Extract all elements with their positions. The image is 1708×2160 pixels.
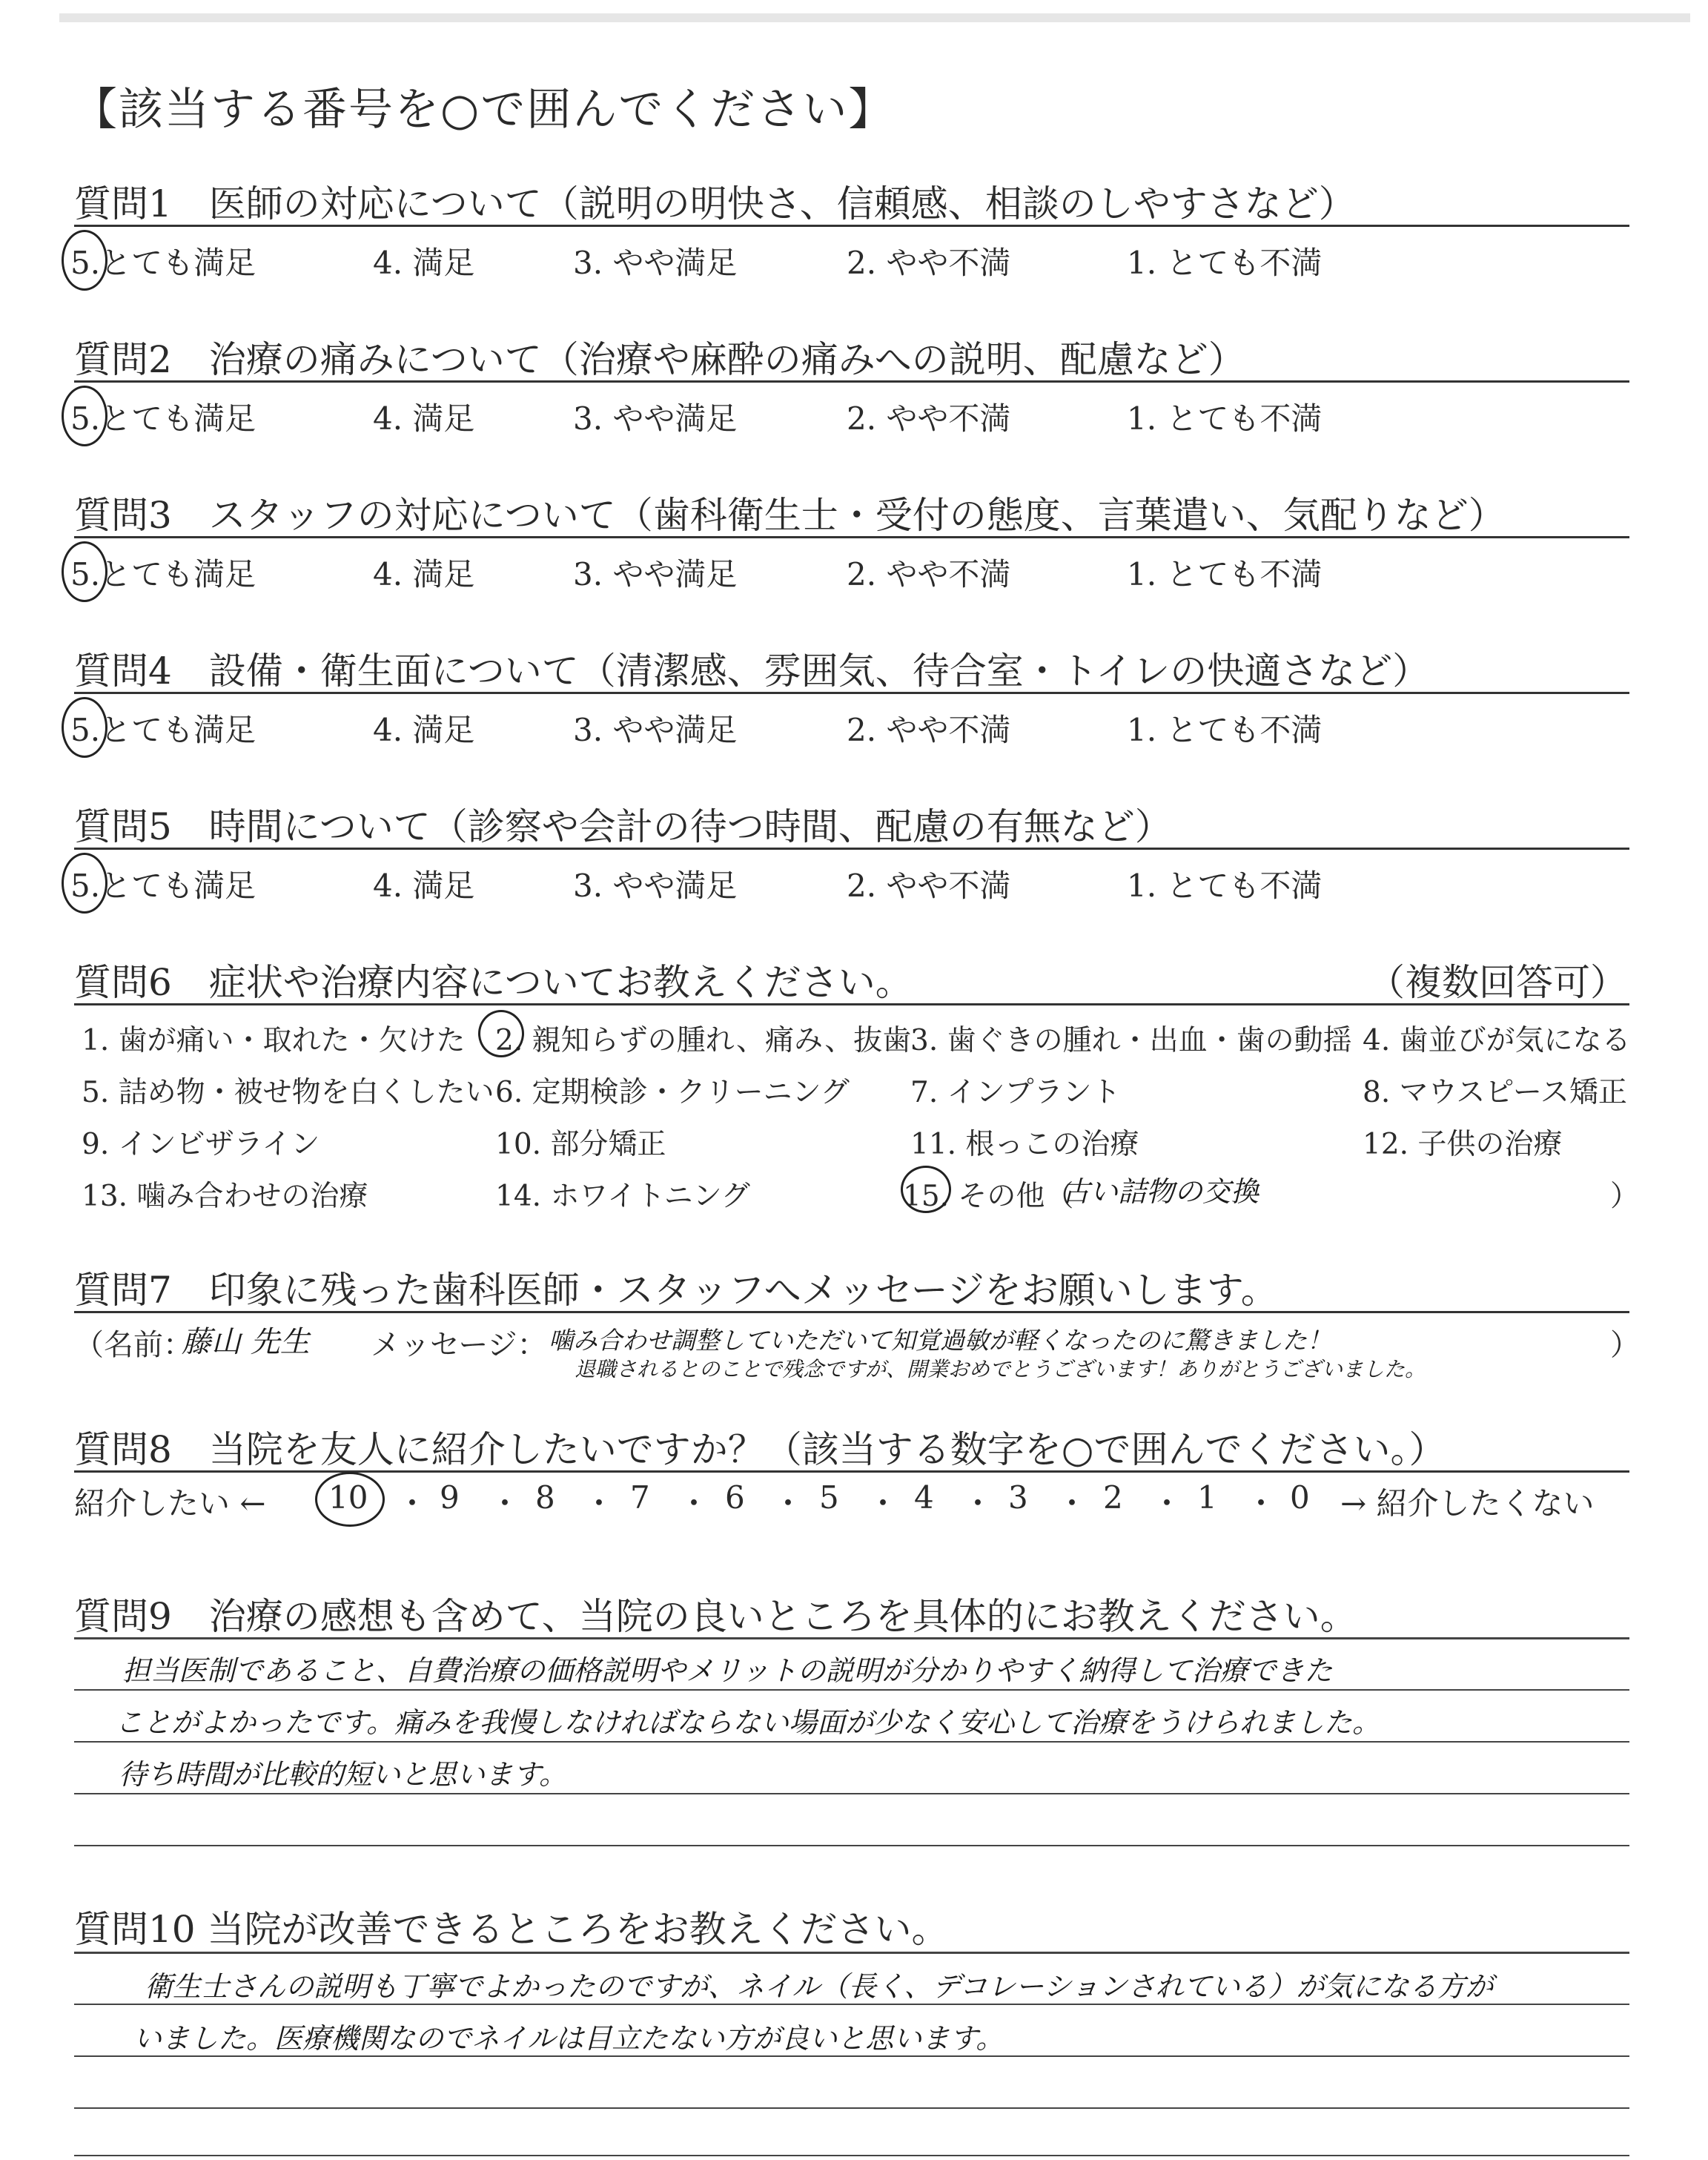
scale-dot: ・ xyxy=(678,1485,710,1522)
symptom-option[interactable]: 6. 定期検診・クリーニング xyxy=(495,1076,850,1109)
symptom-option[interactable]: 8. マウスピース矯正 xyxy=(1363,1076,1627,1109)
rating-option-4[interactable]: 4. 満足 xyxy=(373,712,475,748)
selection-circle xyxy=(62,697,107,758)
answer-line-2: ことがよかったです。痛みを我慢しなければならない場面が少なく安心して治療をうけられました。 xyxy=(115,1706,1380,1739)
question-title: 質問10 当院が改善できるところをお教えください。 xyxy=(74,1908,949,1951)
rating-option-1[interactable]: 1. とても不満 xyxy=(1127,400,1323,437)
answer-line-2: いました。医療機関なのでネイルは目立たない方が良いと思います。 xyxy=(133,2022,1004,2055)
rating-option-4[interactable]: 4. 満足 xyxy=(373,400,475,437)
question-title: 質問9 治療の感想も含めて、当院の良いところを具体的にお教えください。 xyxy=(74,1595,1357,1638)
rating-option-1[interactable]: 1. とても不満 xyxy=(1127,556,1323,592)
scale-9[interactable]: 9 xyxy=(440,1479,460,1516)
scale-2[interactable]: 2 xyxy=(1103,1479,1123,1516)
message-close-paren: ） xyxy=(1610,1328,1640,1362)
rating-option-5[interactable]: 5.とても満足 xyxy=(70,245,256,281)
scale-5[interactable]: 5 xyxy=(819,1479,839,1516)
scale-dot: ・ xyxy=(489,1485,521,1522)
scale-dot: ・ xyxy=(1056,1485,1088,1522)
multiple-answer-note: （複数回答可） xyxy=(1368,961,1627,1004)
scale-10[interactable]: 10 xyxy=(328,1479,368,1516)
question-title: 質問8 当院を友人に紹介したいですか？（該当する数字を○で囲んでください。） xyxy=(74,1428,1446,1471)
rating-option-4[interactable]: 4. 満足 xyxy=(373,556,475,592)
scan-edge xyxy=(59,13,1690,22)
scale-3[interactable]: 3 xyxy=(1008,1479,1028,1516)
scale-6[interactable]: 6 xyxy=(725,1479,745,1516)
rating-option-3[interactable]: 3. やや満足 xyxy=(573,245,738,281)
symptom-option[interactable]: 11. 根っこの治療 xyxy=(910,1128,1139,1161)
symptom-option[interactable]: 4. 歯並びが気になる xyxy=(1363,1024,1631,1057)
recommend-left-label: 紹介したい ← xyxy=(74,1485,266,1522)
symptom-option[interactable]: 13. 噛み合わせの治療 xyxy=(82,1180,368,1213)
question-title: 質問2 治療の痛みについて（治療や麻酔の痛みへの説明、配慮など） xyxy=(74,338,1245,381)
scale-4[interactable]: 4 xyxy=(914,1479,934,1516)
rating-option-1[interactable]: 1. とても不満 xyxy=(1127,245,1323,281)
selection-circle xyxy=(62,230,107,291)
rating-option-5[interactable]: 5.とても満足 xyxy=(70,868,256,904)
rating-option-2[interactable]: 2. やや不満 xyxy=(847,868,1011,904)
scale-dot: ・ xyxy=(962,1485,994,1522)
message-label: メッセージ： xyxy=(371,1328,547,1362)
selection-circle xyxy=(901,1166,951,1213)
rating-option-5[interactable]: 5.とても満足 xyxy=(70,712,256,748)
answer-line-3: 待ち時間が比較的短いと思います。 xyxy=(119,1758,567,1791)
rating-option-1[interactable]: 1. とても不満 xyxy=(1127,712,1323,748)
instruction-heading: 【該当する番号を○で囲んでください】 xyxy=(73,84,895,136)
symptom-option[interactable]: 7. インプラント xyxy=(910,1076,1121,1109)
symptom-option[interactable]: 5. 詰め物・被せ物を白くしたい xyxy=(82,1076,494,1109)
symptom-option[interactable]: 3. 歯ぐきの腫れ・出血・歯の動揺 xyxy=(910,1024,1352,1057)
symptom-option[interactable]: 2. 親知らずの腫れ、痛み、抜歯 xyxy=(495,1024,912,1057)
symptom-option-other[interactable]: 15. その他（ xyxy=(903,1180,1074,1213)
rating-option-2[interactable]: 2. やや不満 xyxy=(847,245,1011,281)
name-label: （名前： xyxy=(74,1328,193,1362)
symptom-option[interactable]: 14. ホワイトニング xyxy=(495,1180,750,1213)
rating-option-4[interactable]: 4. 満足 xyxy=(373,245,475,281)
message-line-1: 噛み合わせ調整していただいて知覚過敏が軽くなったのに驚きました！ xyxy=(549,1326,1331,1355)
question-title: 質問1 医師の対応について（説明の明快さ、信頼感、相談のしやすさなど） xyxy=(74,182,1356,225)
question-title: 質問7 印象に残った歯科医師・スタッフへメッセージをお願いします。 xyxy=(74,1269,1278,1312)
scale-dot: ・ xyxy=(1245,1485,1277,1522)
selection-circle xyxy=(478,1010,524,1057)
scale-0[interactable]: 0 xyxy=(1290,1479,1310,1516)
rating-option-5[interactable]: 5.とても満足 xyxy=(70,400,256,437)
symptom-option[interactable]: 1. 歯が痛い・取れた・欠けた xyxy=(82,1024,466,1057)
scale-1[interactable]: 1 xyxy=(1197,1479,1217,1516)
rating-option-2[interactable]: 2. やや不満 xyxy=(847,556,1011,592)
recommend-right-label: → 紹介したくない xyxy=(1340,1485,1595,1522)
selection-circle xyxy=(62,853,107,914)
symptom-option[interactable]: 9. インビザライン xyxy=(82,1128,320,1161)
rating-option-5[interactable]: 5.とても満足 xyxy=(70,556,256,592)
selection-circle xyxy=(315,1472,385,1527)
rating-option-3[interactable]: 3. やや満足 xyxy=(573,400,738,437)
answer-line-1: 衛生士さんの説明も丁寧でよかったのですが、ネイル（長く、デコレーションされている）が気になる方が xyxy=(145,1970,1494,2003)
scale-8[interactable]: 8 xyxy=(535,1479,555,1516)
question-title: 質問4 設備・衛生面について（清潔感、雰囲気、待合室・トイレの快適さなど） xyxy=(74,650,1430,693)
rating-option-4[interactable]: 4. 満足 xyxy=(373,868,475,904)
scale-dot: ・ xyxy=(772,1485,804,1522)
selection-circle xyxy=(62,386,107,446)
rating-option-3[interactable]: 3. やや満足 xyxy=(573,556,738,592)
scale-dot: ・ xyxy=(1151,1485,1183,1522)
answer-line-1: 担当医制であること、自費治療の価格説明やメリットの説明が分かりやすく納得して治療できた xyxy=(122,1654,1333,1687)
scale-dot: ・ xyxy=(867,1485,899,1522)
rating-option-3[interactable]: 3. やや満足 xyxy=(573,712,738,748)
rating-option-1[interactable]: 1. とても不満 xyxy=(1127,868,1323,904)
message-line-2: 退職されるとのことで残念ですが、開業おめでとうございます！ありがとうございました。 xyxy=(575,1357,1426,1381)
other-answer-handwritten: 古い詰物の交換 xyxy=(1062,1175,1260,1208)
rating-option-3[interactable]: 3. やや満足 xyxy=(573,868,738,904)
symptom-option[interactable]: 10. 部分矯正 xyxy=(495,1128,666,1161)
name-value-handwritten: 藤山 先生 xyxy=(182,1325,310,1359)
rating-option-2[interactable]: 2. やや不満 xyxy=(847,712,1011,748)
scale-dot: ・ xyxy=(397,1485,428,1522)
symptom-option[interactable]: 12. 子供の治療 xyxy=(1363,1128,1563,1161)
question-title: 質問5 時間について（診察や会計の待つ時間、配慮の有無など） xyxy=(74,805,1172,848)
other-close-paren: ） xyxy=(1610,1180,1640,1213)
scale-7[interactable]: 7 xyxy=(630,1479,650,1516)
selection-circle xyxy=(62,541,107,602)
rating-option-2[interactable]: 2. やや不満 xyxy=(847,400,1011,437)
scale-dot: ・ xyxy=(583,1485,615,1522)
question-title: 質問6 症状や治療内容についてお教えください。 xyxy=(74,961,913,1004)
question-title: 質問3 スタッフの対応について（歯科衛生士・受付の態度、言葉遣い、気配りなど） xyxy=(74,494,1506,537)
